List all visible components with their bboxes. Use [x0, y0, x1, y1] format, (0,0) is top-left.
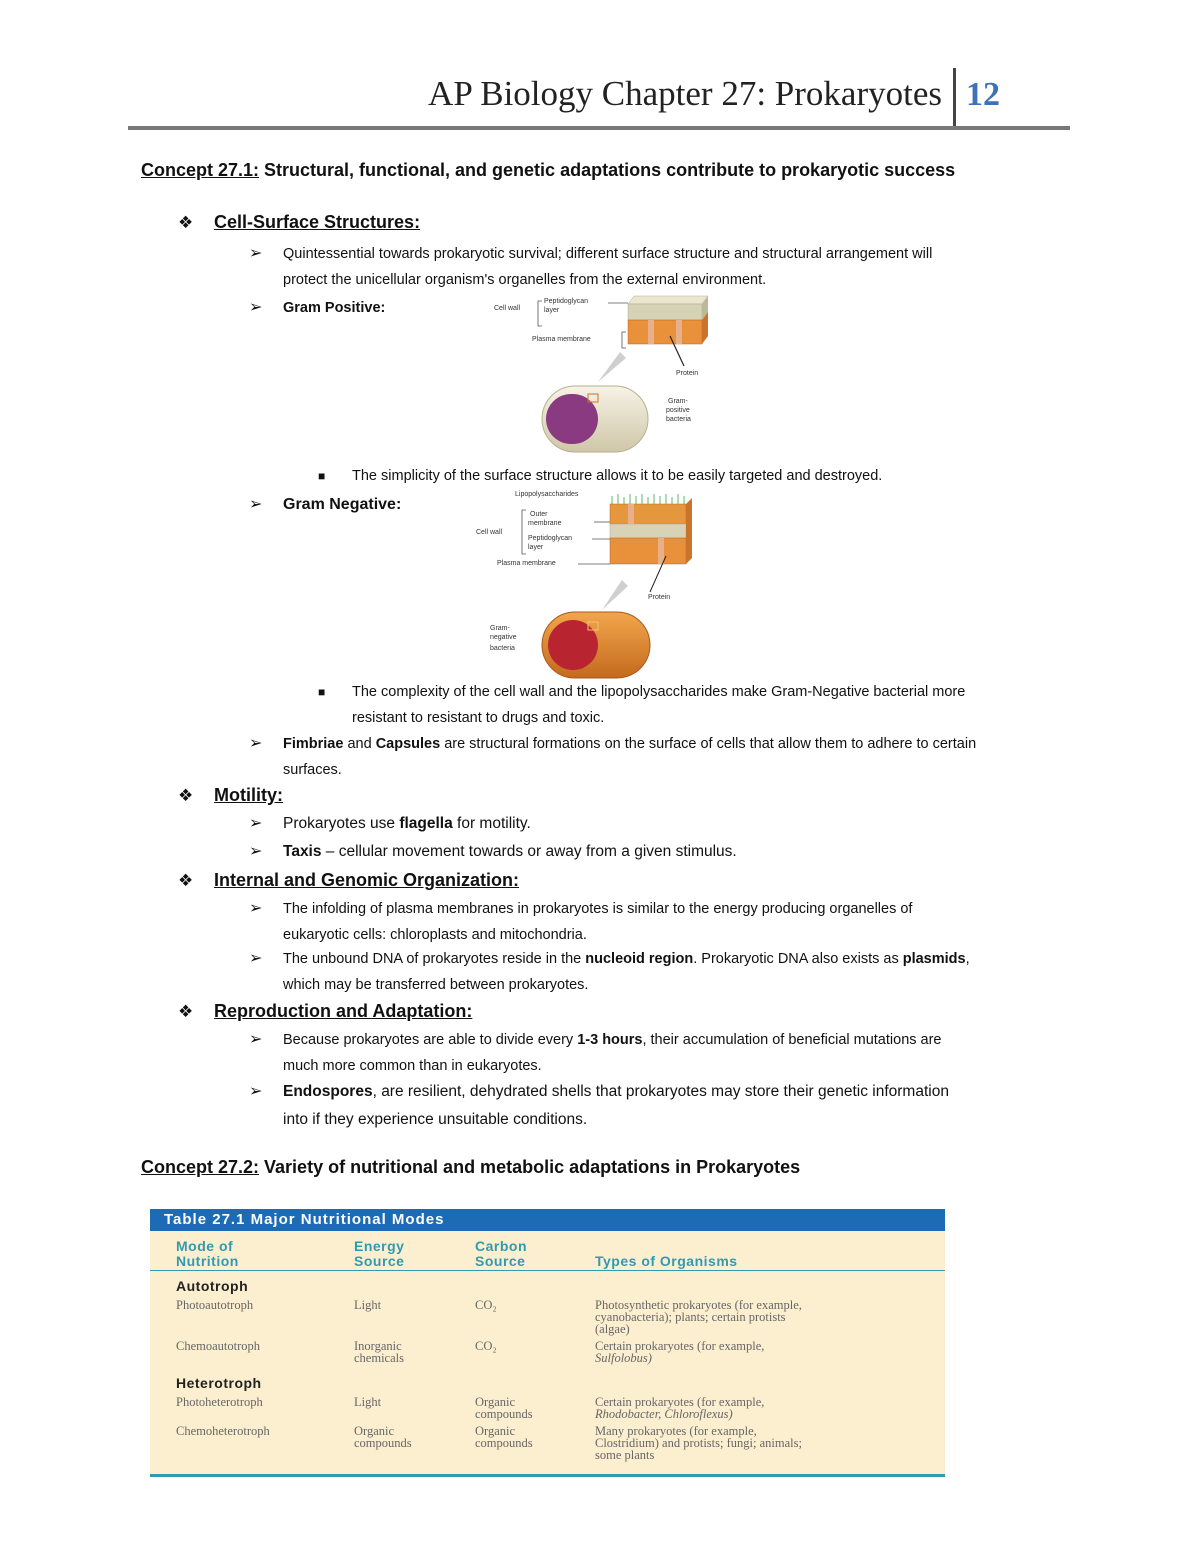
subbullet-gram-positive-note: [318, 463, 1057, 489]
subbullet-text: The complexity of the cell wall and the lipopolysaccharides make Gram-Negative bacterial more: [352, 684, 966, 700]
arrow-bullet-icon: ➢: [249, 496, 263, 513]
bullet-infolding: [249, 896, 1058, 948]
arrow-bullet-icon: ➢: [249, 815, 263, 832]
cell-text: Organic: [475, 1395, 516, 1409]
outer-membrane-shape: [610, 504, 686, 524]
concept-label: Concept 27.1:: [141, 160, 260, 180]
section-cell-surface: [178, 212, 420, 233]
cell-energy: [354, 1340, 404, 1364]
cell-text: chemicals: [354, 1351, 404, 1365]
diagram-label-membrane: membrane: [528, 520, 562, 527]
cell-text: Certain prokaryotes (for example,: [595, 1395, 765, 1409]
header-text: Mode of: [176, 1238, 234, 1254]
cell-text: Organic: [354, 1424, 395, 1438]
cell-energy: Light: [354, 1298, 382, 1312]
table-bottom-rule: [150, 1474, 945, 1477]
cell-types: [595, 1425, 925, 1461]
section-reproduction: [178, 1001, 472, 1022]
bullet-text: Quintessential towards prokaryotic survival; different surface structure and structural arrangement will: [283, 246, 933, 262]
bullet-text: are structural formations on the surface of cells that allow them to adhere to certain: [440, 736, 977, 752]
section-title: Reproduction and Adaptation:: [214, 1001, 473, 1021]
cell-text: Inorganic: [354, 1339, 402, 1353]
plasma-membrane-shape: [610, 538, 686, 564]
diagram-label-layer: layer: [544, 307, 560, 314]
bullet-text: ,: [965, 951, 970, 967]
bullet-text: . Prokaryotic DNA also exists as: [693, 951, 903, 967]
bullet-text: surfaces.: [283, 762, 342, 778]
header-rule: [128, 126, 1070, 130]
diamond-bullet-icon: ❖: [178, 1002, 194, 1021]
section-title: Internal and Genomic Organization:: [214, 870, 520, 890]
bullet-text: which may be transferred between prokaryotes.: [283, 977, 589, 993]
cell-text: Organic: [475, 1424, 516, 1438]
cell-carbon: CO₂: [475, 1339, 497, 1353]
bullet-text: , are resilient, dehydrated shells that prokaryotes may store their genetic information: [372, 1083, 949, 1100]
diagram-label-protein: Protein: [648, 594, 671, 601]
peptidoglycan-layer-shape: [628, 304, 702, 320]
cell-text: Photosynthetic prokaryotes (for example,: [595, 1298, 802, 1312]
cell-text: Certain prokaryotes (for example,: [595, 1339, 765, 1353]
diagram-label-peptidoglycan: Peptidoglycan: [544, 298, 588, 305]
term-flagella: flagella: [399, 815, 453, 832]
cell-wall-bracket: [522, 510, 526, 554]
diagram-label-gram: Gram-: [668, 398, 688, 405]
cell-text: Sulfolobus): [595, 1351, 652, 1365]
arrow-bullet-icon: ➢: [249, 950, 263, 967]
cell-text: compounds: [354, 1436, 412, 1450]
term-taxis: Taxis: [283, 843, 322, 860]
cell-energy: [354, 1425, 412, 1449]
term-fimbriae: Fimbriae: [283, 736, 344, 752]
bullet-text: The unbound DNA of prokaryotes reside in the: [283, 951, 586, 967]
cell-text: (algae): [595, 1322, 630, 1336]
cell-types: [595, 1299, 925, 1335]
cell-carbon: [475, 1425, 533, 1449]
protein-shape: [676, 320, 682, 344]
bullet-text: The infolding of plasma membranes in prokaryotes is similar to the energy producing organelles of: [283, 901, 913, 917]
bullet-intro: [249, 241, 1058, 293]
diamond-bullet-icon: ❖: [178, 871, 194, 890]
cell-mode: Chemoautotroph: [176, 1339, 261, 1353]
cell-text: compounds: [475, 1436, 533, 1450]
cell-text: Many prokaryotes (for example,: [595, 1424, 757, 1438]
diagram-label-plasma-membrane: Plasma membrane: [532, 336, 591, 343]
col-header-mode: [176, 1239, 239, 1269]
header-text: Energy: [354, 1238, 405, 1254]
header-text: Source: [354, 1253, 405, 1269]
bullet-fimbriae: [249, 731, 1058, 783]
cell-text: Clostridium) and protists; fungi; animals;: [595, 1436, 802, 1450]
term-division-rate: 1-3 hours: [577, 1032, 643, 1048]
square-bullet-icon: ■: [318, 469, 326, 483]
lipopolysaccharide-fringe: [612, 494, 684, 504]
cell-carbon: CO₂: [475, 1298, 497, 1312]
protein-shape: [658, 538, 664, 564]
peptidoglycan-shape: [610, 524, 686, 538]
col-header-carbon: [475, 1239, 527, 1269]
cell-types: [595, 1396, 925, 1420]
bullet-text: much more common than in eukaryotes.: [283, 1058, 542, 1074]
membrane-bracket: [622, 332, 626, 348]
cell-carbon: [475, 1396, 533, 1420]
table-title: Table 27.1 Major Nutritional Modes: [164, 1211, 445, 1228]
bullet-taxis: [249, 839, 1058, 865]
arrow-bullet-icon: ➢: [249, 299, 263, 316]
subbullet-gram-negative-note: [318, 679, 1057, 731]
bullet-text: , their accumulation of beneficial mutations are: [642, 1032, 942, 1048]
cell-text: some plants: [595, 1448, 655, 1462]
bullet-flagella: [249, 811, 1058, 837]
table-title-bar: [150, 1209, 945, 1231]
diagram-label-peptidoglycan: Peptidoglycan: [528, 535, 572, 542]
concept-text: Structural, functional, and genetic adaptations contribute to prokaryotic success: [259, 160, 956, 180]
diamond-bullet-icon: ❖: [178, 213, 194, 232]
bullet-division-rate: [249, 1027, 1058, 1079]
bullet-nucleoid: [249, 946, 1058, 998]
header-separator: [953, 68, 956, 126]
protein-shape: [628, 504, 634, 524]
cell-wall-bracket: [538, 301, 542, 326]
diagram-label-gram: Gram-: [490, 625, 510, 632]
diamond-bullet-icon: ❖: [178, 786, 194, 805]
zoom-arrow-icon: [602, 580, 628, 610]
header-rule: [150, 1270, 945, 1271]
diagram-label-gram: positive: [666, 407, 690, 414]
arrow-bullet-icon: ➢: [249, 1083, 263, 1100]
section-motility: [178, 785, 283, 806]
bacterium-interior-shape: [548, 620, 598, 670]
bullet-text: Gram Negative:: [283, 496, 402, 513]
gram-negative-diagram: [470, 488, 710, 683]
page-number: 12: [966, 76, 1000, 113]
arrow-bullet-icon: ➢: [249, 735, 263, 752]
section-title: Motility:: [214, 785, 283, 805]
cell-mode: Chemoheterotroph: [176, 1424, 270, 1438]
protein-shape: [648, 320, 654, 344]
bullet-text: for motility.: [452, 815, 531, 832]
diagram-label-gram: bacteria: [490, 645, 515, 652]
col-header-energy: [354, 1239, 404, 1269]
bullet-gram-positive: [249, 295, 483, 321]
bullet-text: and: [343, 736, 376, 752]
diagram-label-gram: negative: [490, 634, 517, 641]
term-plasmids: plasmids: [902, 951, 966, 967]
header-text: Carbon: [475, 1238, 527, 1254]
diagram-label-cell-wall: Cell wall: [476, 529, 503, 536]
zoom-arrow-icon: [598, 352, 626, 382]
term-capsules: Capsules: [375, 736, 441, 752]
plasma-membrane-shape: [628, 320, 702, 344]
block-side: [686, 498, 692, 564]
concept-27-1-heading: [141, 160, 955, 181]
cell-text: cyanobacteria); plants; certain protists: [595, 1310, 786, 1324]
concept-27-2-heading: [141, 1157, 800, 1178]
arrow-bullet-icon: ➢: [249, 1031, 263, 1048]
subbullet-text: The simplicity of the surface structure allows it to be easily targeted and destroyed.: [352, 468, 883, 484]
cell-mode: Photoautotroph: [176, 1298, 254, 1312]
term-nucleoid-region: nucleoid region: [585, 951, 694, 967]
header-text: Nutrition: [176, 1253, 239, 1269]
arrow-bullet-icon: ➢: [249, 245, 263, 262]
page-header-title: AP Biology Chapter 27: Prokaryotes: [428, 74, 942, 113]
concept-label: Concept 27.2:: [141, 1157, 260, 1177]
nutritional-modes-table: [150, 1209, 945, 1477]
cell-types: [595, 1340, 925, 1364]
bullet-text: Because prokaryotes are able to divide every: [283, 1032, 578, 1048]
section-title: Cell-Surface Structures:: [214, 212, 421, 232]
bullet-text: Gram Positive:: [283, 300, 386, 316]
diagram-label-gram: bacteria: [666, 416, 691, 423]
bullet-gram-negative: [249, 492, 483, 518]
bullet-text: Prokaryotes use: [283, 815, 400, 832]
cell-text: Rhodobacter, Chloroflexus): [595, 1407, 733, 1421]
arrow-bullet-icon: ➢: [249, 843, 263, 860]
diagram-label-outer: Outer: [530, 511, 548, 518]
diagram-label-plasma-membrane: Plasma membrane: [497, 560, 556, 567]
square-bullet-icon: ■: [318, 685, 326, 699]
subbullet-text: resistant to resistant to drugs and toxic.: [352, 710, 605, 726]
cell-text: compounds: [475, 1407, 533, 1421]
cell-energy: Light: [354, 1395, 382, 1409]
bullet-text: protect the unicellular organism's organelles from the external environment.: [283, 272, 767, 288]
section-internal-genomic: [178, 870, 519, 891]
arrow-bullet-icon: ➢: [249, 900, 263, 917]
term-endospores: Endospores: [283, 1083, 373, 1100]
header-text: Source: [475, 1253, 526, 1269]
group-heterotroph: Heterotroph: [176, 1375, 262, 1391]
diagram-label-layer: layer: [528, 544, 544, 551]
concept-text: Variety of nutritional and metabolic adaptations in Prokaryotes: [259, 1157, 801, 1177]
col-header-types: Types of Organisms: [595, 1253, 738, 1269]
diagram-label-protein: Protein: [676, 370, 699, 377]
bullet-text: – cellular movement towards or away from a given stimulus.: [321, 843, 737, 860]
cell-mode: Photoheterotroph: [176, 1395, 263, 1409]
group-autotroph: Autotroph: [176, 1278, 249, 1294]
diagram-label-cell-wall: Cell wall: [494, 305, 521, 312]
diagram-label-lipopolysaccharides: Lipopolysaccharides: [515, 491, 579, 498]
bullet-endospores: [249, 1078, 1058, 1134]
bullet-text: eukaryotic cells: chloroplasts and mitochondria.: [283, 927, 587, 943]
bullet-text: into if they experience unsuitable conditions.: [283, 1111, 588, 1128]
peptidoglycan-top: [628, 296, 708, 304]
